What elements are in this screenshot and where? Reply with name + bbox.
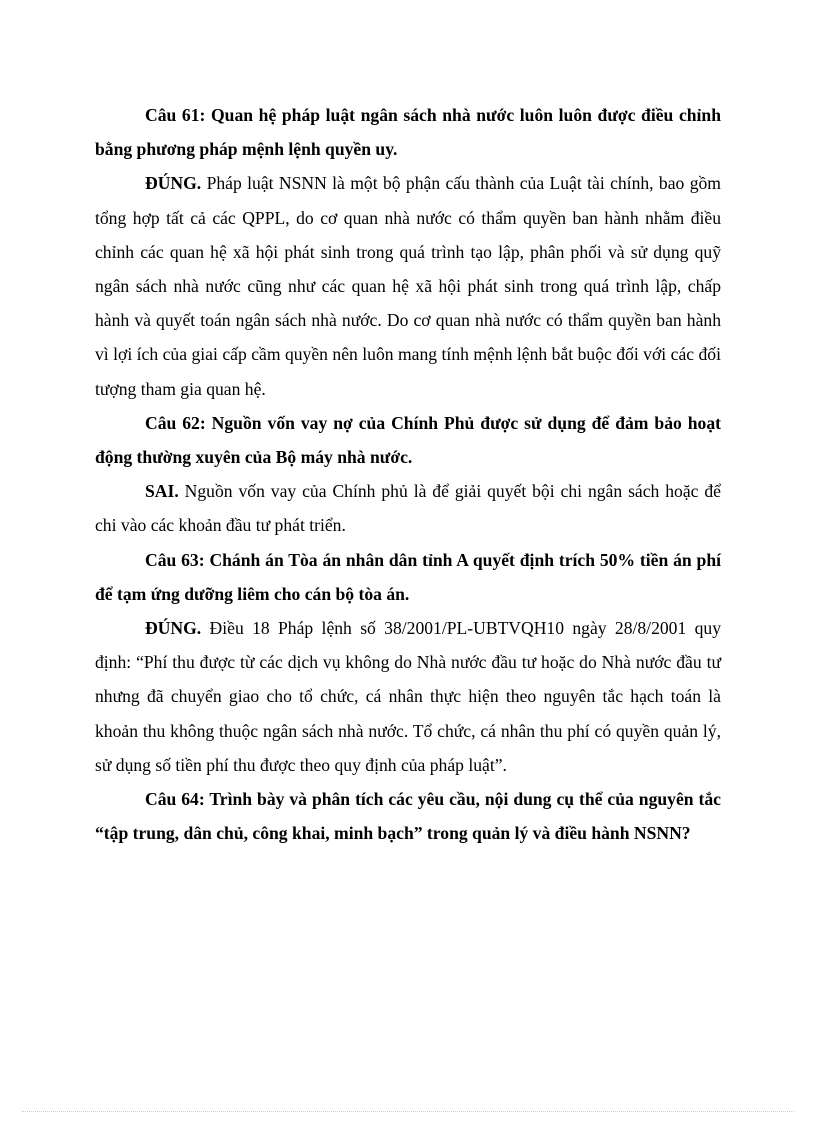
document-body	[95, 98, 721, 850]
answer-63-text: Điều 18 Pháp lệnh số 38/2001/PL-UBTVQH10 ngày 28/8/2001 quy định: “Phí thu được từ các dịch vụ không do Nhà nước đầu tư hoặc do Nhà nước đầu tư nhưng đã chuyển giao cho tổ chức, cá nhân thực hiện theo nguyên tắc hạch toán là khoản thu không thuộc ngân sách nhà nước. Tổ chức, cá nhân thu phí có quyền quản lý, sử dụng số tiền phí thu được theo quy định của pháp luật”.	[95, 618, 721, 775]
question-64-text: Câu 64: Trình bày và phân tích các yêu cầu, nội dung cụ thể của nguyên tắc “tập trung, dân chủ, công khai, minh bạch” trong quản lý và điều hành NSNN?	[95, 789, 721, 844]
question-61-text: Câu 61: Quan hệ pháp luật ngân sách nhà nước luôn luôn được điều chỉnh bằng phương pháp mệnh lệnh quyền uy.	[95, 105, 721, 160]
answer-61-verdict: ĐÚNG.	[145, 173, 202, 194]
answer-61-text: Pháp luật NSNN là một bộ phận cấu thành của Luật tài chính, bao gồm tổng hợp tất cả các QPPL, do cơ quan nhà nước có thẩm quyền ban hành nhằm điều chỉnh các quan hệ xã hội phát sinh trong quá trình tạo lập, phân phối và sử dụng quỹ ngân sách nhà nước cũng như các quan hệ xã hội phát sinh trong quá trình lập, chấp hành và quyết toán ngân sách nhà nước. Do cơ quan nhà nước có thẩm quyền ban hành vì lợi ích của giai cấp cầm quyền nên luôn mang tính mệnh lệnh bắt buộc đối với các đối tượng tham gia quan hệ.	[95, 173, 721, 399]
answer-63-verdict: ĐÚNG.	[145, 618, 202, 639]
answer-61	[95, 166, 721, 405]
answer-63	[95, 611, 721, 782]
question-64	[95, 782, 721, 850]
question-62-text: Câu 62: Nguồn vốn vay nợ của Chính Phủ được sử dụng để đảm bảo hoạt động thường xuyên của Bộ máy nhà nước.	[95, 412, 721, 468]
question-62	[95, 406, 721, 474]
answer-62-verdict: SAI.	[145, 481, 179, 502]
answer-62	[95, 474, 721, 542]
answer-62-text: Nguồn vốn vay của Chính phủ là để giải quyết bội chi ngân sách hoặc để chi vào các khoản đầu tư phát triển.	[95, 481, 721, 536]
question-63-text: Câu 63: Chánh án Tòa án nhân dân tỉnh A quyết định trích 50% tiền án phí để tạm ứng dưỡng liêm cho cán bộ tòa án.	[95, 549, 721, 604]
question-61	[95, 98, 721, 166]
question-63	[95, 543, 721, 611]
page-bottom-divider	[22, 1111, 794, 1112]
